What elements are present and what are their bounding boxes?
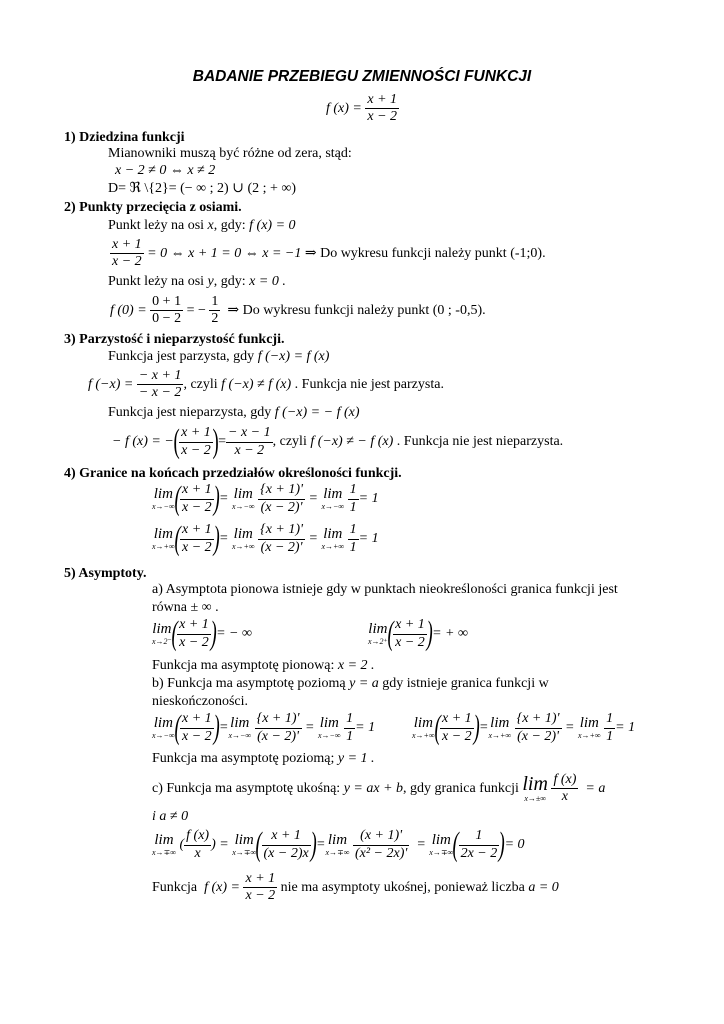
math-part: = 1 <box>358 531 379 547</box>
denominator: x − 2 <box>367 109 398 125</box>
math-part: a = 0 <box>528 879 559 895</box>
fraction <box>150 294 183 327</box>
limit-word: lim <box>323 486 343 502</box>
numerator: 1 <box>604 711 615 728</box>
numerator: − x − 1 <box>226 425 273 442</box>
horizontal-asymptote-text <box>152 676 549 691</box>
math-part: f (−x) = <box>88 376 134 392</box>
fraction <box>180 482 214 515</box>
math-part: = + ∞ <box>432 626 468 642</box>
vertical-asymptote-text-2: równa ± ∞ . <box>152 600 219 615</box>
main-function <box>326 92 399 125</box>
odd-check <box>112 425 563 459</box>
denominator: x − 2 <box>234 442 265 458</box>
denominator: x <box>561 789 569 805</box>
math-part: = <box>478 720 489 736</box>
limit-subscript: x→2⁺ <box>368 637 388 646</box>
math-part: , czyli <box>183 376 218 392</box>
math-part: = <box>308 491 318 507</box>
math-part: f (−x) ≠ − f (x) <box>310 434 394 450</box>
numerator: f (x) <box>184 828 211 845</box>
numerator: x + 1 <box>243 871 277 888</box>
fraction <box>440 711 474 744</box>
numerator: − x + 1 <box>137 368 184 385</box>
domain-set: D= ℜ \{2}= (− ∞ ; 2) ∪ (2 ; + ∞) <box>108 181 297 196</box>
parenthesis: ) <box>210 615 217 652</box>
even-check <box>88 368 444 401</box>
math-part: y = 1 . <box>337 751 375 766</box>
limit-subscript: x→+∞ <box>577 731 601 740</box>
limit-operator <box>325 833 349 857</box>
math-part: f (0) = <box>110 302 147 318</box>
numerator: f (x) <box>551 772 578 789</box>
math-part: x = 0 . <box>249 274 286 289</box>
limit-operator <box>152 716 175 740</box>
parenthesis: ( <box>171 615 178 652</box>
math-part: , gdy granica funkcji <box>403 780 519 796</box>
fraction <box>348 522 359 555</box>
numerator: 1 <box>348 522 359 539</box>
math-part: = <box>218 434 227 450</box>
numerator: x + 1 <box>110 237 144 254</box>
x-axis-equation <box>110 237 546 270</box>
math-part: f (x) = <box>204 879 240 895</box>
math-part: ( <box>179 837 185 853</box>
fraction <box>258 482 305 515</box>
parenthesis: ( <box>174 709 181 746</box>
math-part: ) <box>211 837 216 853</box>
limit-operator <box>232 527 255 551</box>
fraction <box>258 522 305 555</box>
horizontal-limit-plus <box>412 711 635 745</box>
oblique-conclusion <box>152 871 559 904</box>
fraction <box>551 772 578 805</box>
limit-word: lim <box>319 715 339 731</box>
horizontal-asymptote-result <box>152 751 375 766</box>
math-part: = 0 <box>504 837 525 853</box>
numerator: 1 <box>209 294 220 311</box>
domain-condition: x − 2 ≠ 0 ⇔ x ≠ 2 <box>115 163 216 178</box>
math-part: . Funkcja nie jest nieparzysta. <box>396 434 564 450</box>
math-part: nie ma asymptoty ukośnej, ponieważ liczba <box>280 879 525 895</box>
limit-operator <box>232 487 255 511</box>
y-axis-equation <box>110 294 486 327</box>
numerator: x + 1 <box>180 482 214 499</box>
math-part: x <box>207 218 214 233</box>
fraction <box>262 828 311 861</box>
denominator: x − 2 <box>179 634 209 650</box>
numerator: x + 1 <box>177 617 211 634</box>
parenthesis: ( <box>174 480 181 517</box>
denominator: − x − 2 <box>138 385 182 401</box>
math-part: Funkcja jest parzysta, gdy <box>108 349 255 364</box>
limit-subscript: x→∓∞ <box>429 848 454 857</box>
limit-subscript: x→+∞ <box>231 542 255 551</box>
denominator: 0 − 2 <box>152 311 182 327</box>
vertical-asymptote-result <box>152 658 375 673</box>
limit-operator <box>152 527 175 551</box>
limit-operator <box>152 622 172 646</box>
section-4-heading: 4) Granice na końcach przedziałów określoności funkcji. <box>64 466 402 481</box>
math-part: = <box>316 837 326 853</box>
fraction <box>137 368 184 401</box>
limit-operator <box>318 716 341 740</box>
denominator: 2x − 2 <box>460 845 498 861</box>
limit-subscript: x→+∞ <box>152 542 175 551</box>
math-part: = a <box>585 780 606 796</box>
section-1-heading: 1) Dziedzina funkcji <box>64 130 185 145</box>
section-5-heading: 5) Asymptoty. <box>64 566 147 581</box>
math-part: = <box>218 531 229 547</box>
denominator: 1 <box>346 728 354 744</box>
limit-minus-infinity <box>152 482 379 516</box>
horizontal-asymptote-text-2: nieskończoności. <box>152 694 249 709</box>
page-title: BADANIE PRZEBIEGU ZMIENNOŚCI FUNKCJI <box>192 68 532 85</box>
limit-word: lim <box>230 715 250 731</box>
math-part: Punkt leży na osi <box>108 274 205 289</box>
denominator: x − 2 <box>395 634 425 650</box>
denominator: 2 <box>211 311 219 327</box>
limit-word: lim <box>233 486 253 502</box>
limit-word: lim <box>234 832 254 848</box>
limit-subscript: x→+∞ <box>412 731 435 740</box>
math-part: = 1 <box>355 720 376 736</box>
parenthesis: ) <box>426 615 433 652</box>
math-part: = <box>416 837 426 853</box>
numerator: (x + 1)' <box>353 828 409 845</box>
limit-word: lim <box>233 526 253 542</box>
limit-operator <box>321 487 344 511</box>
x-axis-condition <box>108 218 296 233</box>
odd-definition <box>108 405 360 420</box>
math-part: , gdy: <box>213 274 246 289</box>
numerator: x + 1 <box>440 711 474 728</box>
math-part: y = a <box>349 676 379 691</box>
math-part: = <box>308 531 318 547</box>
numerator: 1 <box>344 711 355 728</box>
limit-operator <box>412 716 435 740</box>
limit-word: lim <box>323 526 343 542</box>
limit-word: lim <box>327 832 348 848</box>
parenthesis: ) <box>212 423 219 460</box>
parenthesis: ( <box>173 423 180 460</box>
limit-operator <box>429 833 453 857</box>
denominator: x − 2 <box>181 499 212 515</box>
limit-word: lim <box>153 715 173 731</box>
numerator: x + 1 <box>262 828 311 845</box>
parenthesis: ) <box>213 480 220 517</box>
math-part: Funkcja jest nieparzysta, gdy <box>108 405 272 420</box>
math-part: = 1 <box>358 491 379 507</box>
fraction <box>459 828 500 861</box>
limit-subscript: x→±∞ <box>524 794 546 804</box>
fraction <box>180 711 214 744</box>
parenthesis: ) <box>473 709 480 746</box>
limit-operator <box>228 716 251 740</box>
y-axis-condition <box>108 274 286 289</box>
denominator: 1 <box>606 728 614 744</box>
math-part: Do wykresu funkcji należy punkt (-1;0). <box>320 245 546 261</box>
limit-operator <box>232 833 256 857</box>
denominator: (x − 2)' <box>260 539 303 555</box>
denominator: (x − 2)x <box>263 845 309 861</box>
math-part: f (−x) = f (x) <box>257 349 330 364</box>
limit-subscript: x→−∞ <box>152 502 175 511</box>
math-part: = 1 <box>615 720 636 736</box>
fraction <box>353 828 409 861</box>
math-part: . Funkcja nie jest parzysta. <box>294 376 444 392</box>
limit-subscript: x→+∞ <box>321 542 345 551</box>
parenthesis: ( <box>255 826 262 863</box>
math-part: = − ∞ <box>216 626 252 642</box>
math-part: gdy istnieje granica funkcji w <box>382 676 549 691</box>
limit-right-of-2 <box>368 617 468 651</box>
fraction <box>209 294 220 327</box>
math-part: x = 2 . <box>337 658 375 673</box>
fraction <box>255 711 302 744</box>
fraction <box>184 828 211 861</box>
limit-subscript: x→−∞ <box>228 731 252 740</box>
limit-operator <box>578 716 601 740</box>
limit-operator <box>488 716 511 740</box>
limit-word: lim <box>368 621 388 637</box>
numerator: x + 1 <box>365 92 399 109</box>
limit-subscript: x→−∞ <box>231 502 255 511</box>
limit-word: lim <box>153 486 173 502</box>
limit-word: lim <box>579 715 599 731</box>
math-part: = <box>218 720 229 736</box>
parenthesis: ( <box>434 709 441 746</box>
even-definition <box>108 349 329 364</box>
math-part: = 0 ⇔ x + 1 = 0 ⇔ x = −1 ⇒ <box>147 245 317 261</box>
denominator: x − 2 <box>441 728 472 744</box>
math-part: f (x) = <box>326 100 362 116</box>
parenthesis: ( <box>452 826 460 863</box>
section-3-heading: 3) Parzystość i nieparzystość funkcji. <box>64 332 285 347</box>
denominator: x − 2 <box>181 539 212 555</box>
fraction <box>110 237 144 270</box>
limit-subscript: x→∓∞ <box>152 848 176 857</box>
oblique-limit <box>152 828 525 862</box>
limit-left-of-2 <box>152 617 252 651</box>
math-part: f (−x) = − f (x) <box>274 405 360 420</box>
fraction <box>348 482 359 515</box>
math-part: Funkcja <box>152 879 198 895</box>
vertical-asymptote-text: a) Asymptota pionowa istnieje gdy w punktach nieokreśloności granica funkcji jest <box>152 582 618 597</box>
limit-plus-infinity <box>152 522 379 556</box>
denominator: 1 <box>349 499 357 515</box>
limit-operator <box>152 487 175 511</box>
limit-subscript: x→∓∞ <box>325 848 350 857</box>
math-part: , czyli <box>272 434 307 450</box>
fraction <box>243 871 277 904</box>
parenthesis: ( <box>174 520 181 557</box>
fraction <box>604 711 615 744</box>
math-part: Punkt leży na osi <box>108 218 205 233</box>
fraction <box>179 425 213 458</box>
denominator: x − 2 <box>181 442 211 458</box>
numerator: {x + 1)' <box>515 711 562 728</box>
numerator: x + 1 <box>393 617 427 634</box>
parenthesis: ( <box>387 615 394 652</box>
limit-subscript: x→2⁻ <box>152 637 172 646</box>
limit-subscript: x→+∞ <box>488 731 512 740</box>
limit-operator <box>368 622 388 646</box>
horizontal-limit-minus <box>152 711 375 745</box>
limit-subscript: x→−∞ <box>321 502 345 511</box>
math-part: , gdy: <box>213 218 246 233</box>
limit-word: lim <box>153 526 173 542</box>
limit-word: lim <box>154 832 174 848</box>
numerator: {x + 1)' <box>255 711 302 728</box>
limit-operator <box>522 774 548 803</box>
math-part: = − <box>186 302 206 318</box>
math-part: − f (x) = − <box>112 434 174 450</box>
limit-subscript: x→−∞ <box>317 731 341 740</box>
numerator: x + 1 <box>179 425 213 442</box>
math-part: y = ax + b <box>343 780 404 796</box>
numerator: x + 1 <box>180 711 214 728</box>
denominator: 1 <box>349 539 357 555</box>
numerator: 0 + 1 <box>150 294 183 311</box>
limit-subscript: x→−∞ <box>152 731 175 740</box>
math-part: = <box>305 720 315 736</box>
math-part: Do wykresu funkcji należy punkt (0 ; -0,5). <box>242 302 486 318</box>
limit-word: lim <box>490 715 510 731</box>
limit-word: lim <box>522 773 548 796</box>
parenthesis: ) <box>310 826 317 863</box>
math-part: = <box>218 491 229 507</box>
numerator: 1 <box>459 828 500 845</box>
fraction <box>515 711 562 744</box>
limit-word: lim <box>413 715 433 731</box>
parenthesis: ) <box>498 826 506 863</box>
numerator: {x + 1)' <box>258 482 305 499</box>
denominator: (x − 2)' <box>257 728 300 744</box>
parenthesis: ) <box>213 520 220 557</box>
numerator: 1 <box>348 482 359 499</box>
math-part: c) Funkcja ma asymptotę ukośną: <box>152 780 341 796</box>
math-part: Funkcja ma asymptotę poziomą; <box>152 751 335 766</box>
math-part: = <box>219 837 229 853</box>
denominator: (x − 2)' <box>517 728 560 744</box>
math-part: Funkcja ma asymptotę pionową: <box>152 658 335 673</box>
domain-text: Mianowniki muszą być różne od zera, stąd: <box>108 146 352 161</box>
parenthesis: ) <box>213 709 220 746</box>
section-2-heading: 2) Punkty przecięcia z osiami. <box>64 200 242 215</box>
limit-operator <box>152 833 176 857</box>
math-part: f (−x) ≠ f (x) <box>221 376 292 392</box>
fraction <box>393 617 427 650</box>
fraction <box>344 711 355 744</box>
denominator: x − 2 <box>245 888 276 904</box>
limit-operator <box>321 527 344 551</box>
denominator: x − 2 <box>181 728 212 744</box>
denominator: (x² − 2x)' <box>354 845 408 861</box>
oblique-asymptote-text <box>152 772 605 805</box>
math-part: f (x) = 0 <box>249 218 296 233</box>
denominator: x − 2 <box>112 254 142 270</box>
denominator: x <box>194 845 201 861</box>
math-part: ⇒ <box>227 302 240 318</box>
fraction <box>365 92 399 125</box>
limit-subscript: x→∓∞ <box>232 848 257 857</box>
math-part: b) Funkcja ma asymptotę poziomą <box>152 676 346 691</box>
fraction <box>226 425 273 458</box>
fraction <box>177 617 211 650</box>
fraction <box>180 522 214 555</box>
limit-word: lim <box>431 832 451 848</box>
limit-word: lim <box>152 621 172 637</box>
math-part: y <box>207 274 214 289</box>
numerator: {x + 1)' <box>258 522 305 539</box>
oblique-condition: i a ≠ 0 <box>152 809 189 824</box>
numerator: x + 1 <box>180 522 214 539</box>
denominator: (x − 2)' <box>260 499 303 515</box>
math-part: = <box>565 720 575 736</box>
